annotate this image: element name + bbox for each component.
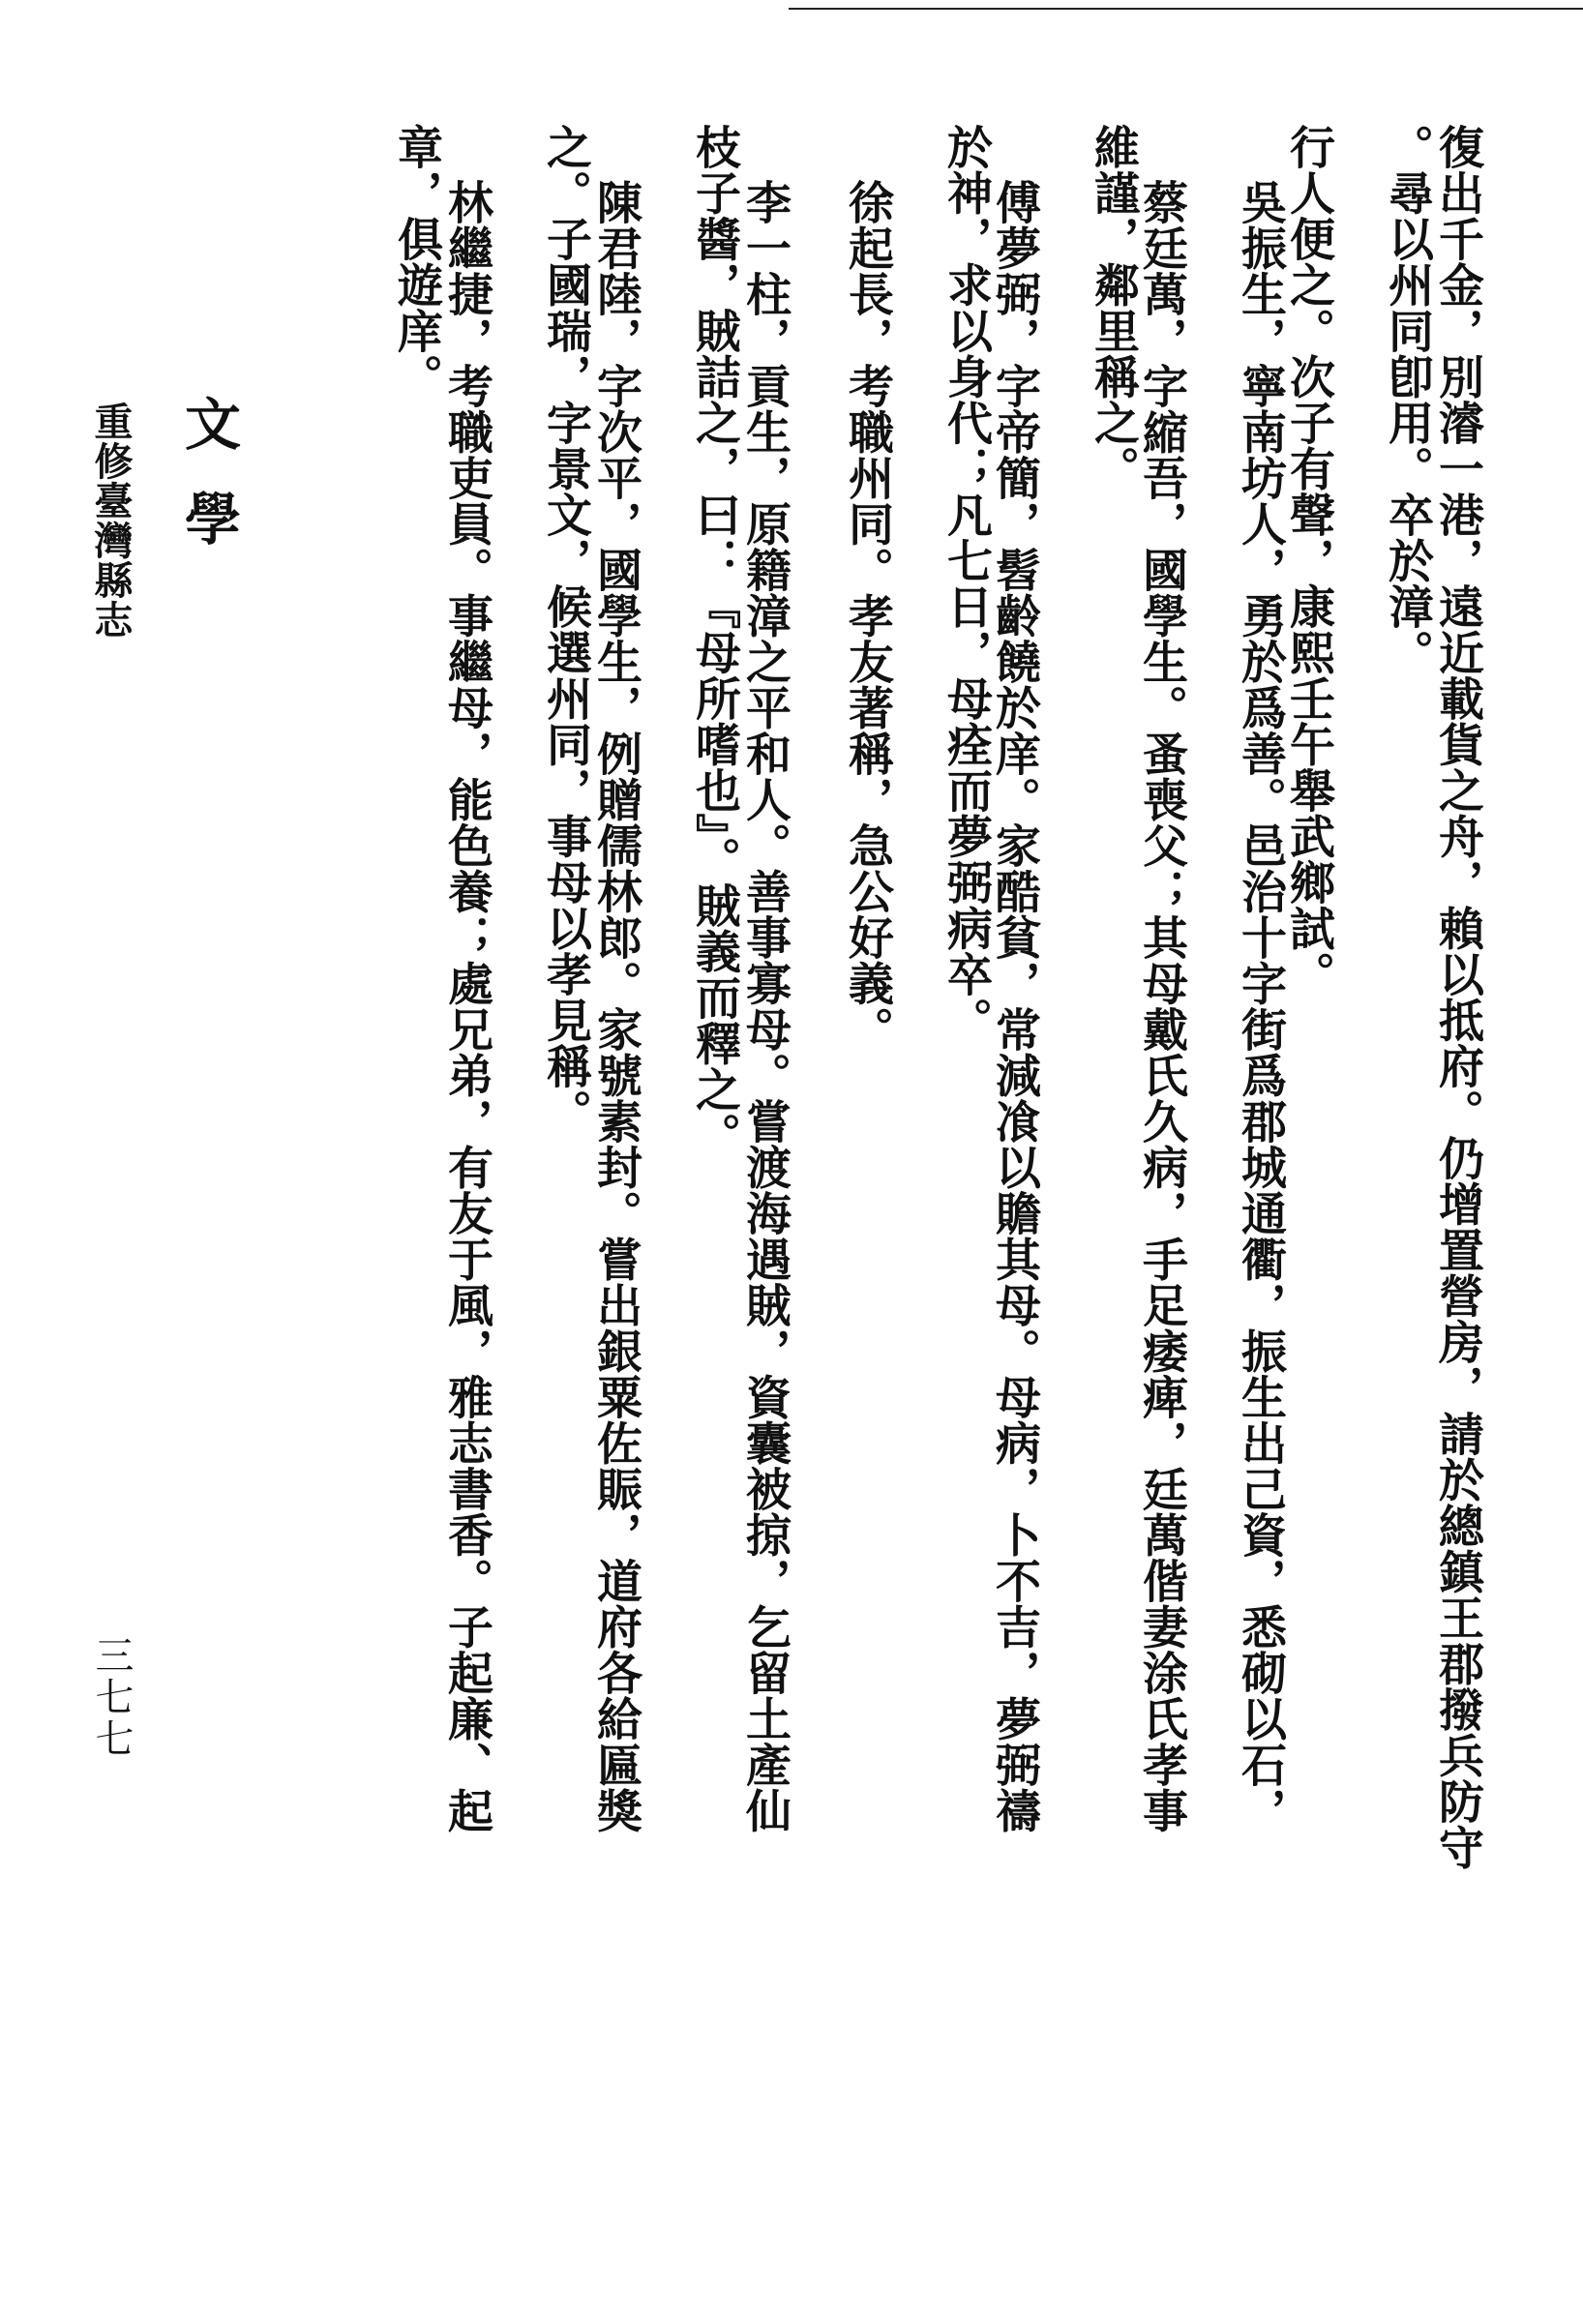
text-column-15: 章，俱遊庠。 [390,124,443,400]
text-column-11: 枝子醬，賊詰之，曰：『母所嗜也』。賊義而釋之。 [688,124,741,1158]
text-column-8: 於神，求以身代；凡七日，母痊而夢弼病卒。 [940,124,993,1043]
text-column-12: 陳君陸，字次平，國學生，例贈儒林郎。家號素封。嘗出銀粟佐賑，道府各給匾獎 [589,179,642,1833]
text-column-14: 林繼捷，考職吏員。事繼母，能色養；處兄弟，有友于風，雅志書香。子起廉、起 [440,179,493,1833]
page-number: 三七七 [89,1635,134,1760]
top-rule [789,8,1583,10]
text-column-5: 蔡廷萬，字縮吾，國學生。蚤喪父；其母戴氏久病，手足痿痺，廷萬偕妻涂氏孝事 [1135,179,1188,1833]
text-column-9: 徐起長，考職州同。孝友著稱，急公好義。 [841,179,894,1053]
text-column-1: 復出千金，別濬一港，遠近載貨之舟，賴以抵府。仍增置營房，請於總鎮王郡撥兵防守 [1431,124,1484,1870]
text-column-13: 之。子國瑞，字景文，候選州同，事母以孝見稱。 [539,124,592,1135]
text-column-10: 李一柱，貢生，原籍漳之平和人。善事寡母。嘗渡海遇賊，資囊被掠，乞留土產仙 [738,179,792,1833]
text-column-4: 吳振生，寧南坊人，勇於爲善。邑治十字街爲郡城通衢，振生出己資，悉砌以石， [1234,179,1287,1833]
text-column-6: 維謹，鄰里稱之。 [1087,124,1140,492]
text-column-3: 行人便之。次子有聲，康熙壬午舉武鄉試。 [1282,124,1335,998]
book-title: 重修臺灣縣志 [88,402,134,640]
text-column-2: 。尋以州同卽用。卒於漳。 [1381,124,1434,675]
text-column-7: 傅夢弼，字帝簡，髫齡饒於庠。家酷貧，常減飡以贍其母。母病，卜不吉，夢弼禱 [988,179,1041,1833]
section-title: 文學 [175,395,241,584]
